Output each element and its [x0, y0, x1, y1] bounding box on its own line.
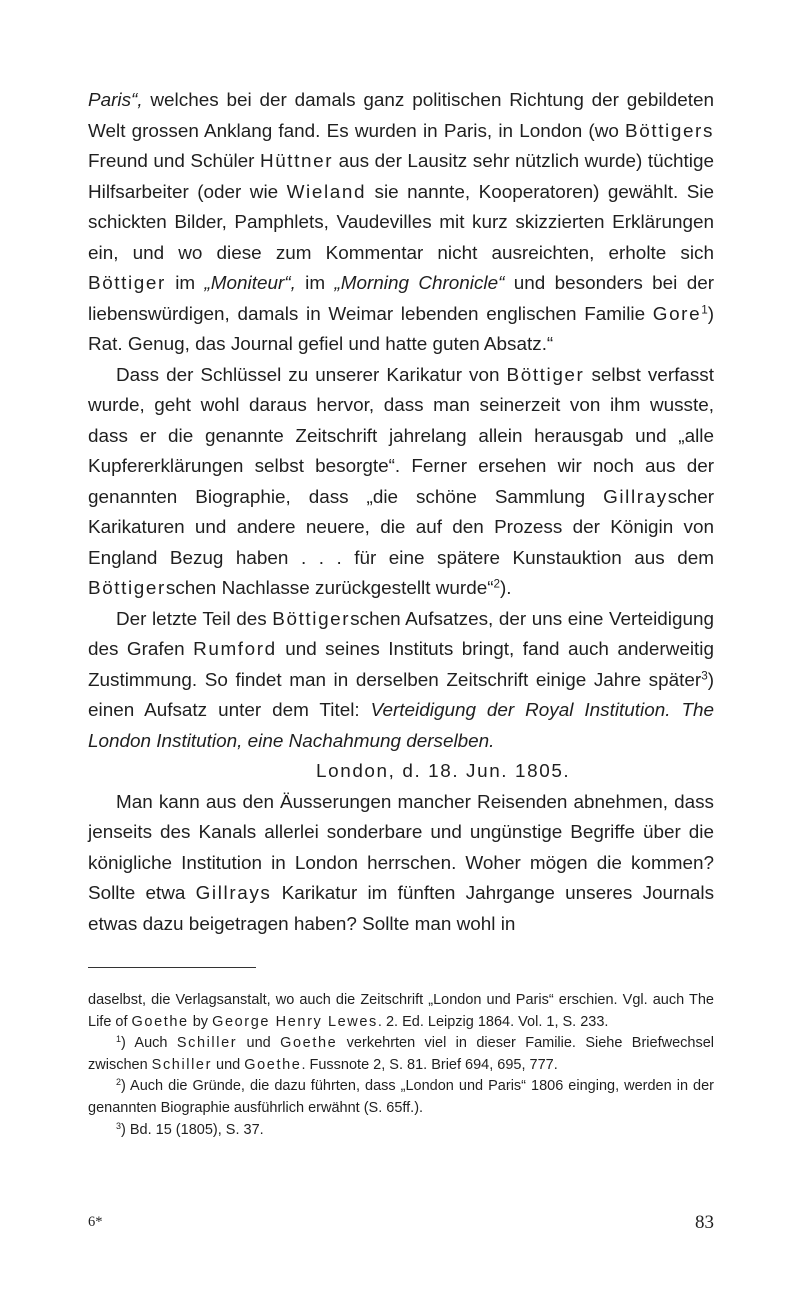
spaced-name: Wieland: [286, 181, 367, 203]
text: schen Nachlasse zurückgestellt wurde“: [165, 578, 494, 599]
text: Man kann aus den Äusserungen mancher Reisenden abnehmen, dass jenseits des Kanals allerlei sonderbare und ungünstige Begriffe über die königliche Institution in London herrschen. Woher mögen die kommen? Sollte etwa: [88, 791, 714, 904]
signature-mark: 6*: [88, 1214, 103, 1230]
text: und: [237, 1035, 281, 1052]
text: ) Bd. 15 (1805), S. 37.: [121, 1121, 264, 1138]
footnote-ref: 1: [701, 303, 708, 317]
page-number: 83: [695, 1212, 714, 1233]
footnote-mark: 3: [116, 1120, 121, 1131]
text: im: [165, 273, 205, 294]
text: Der letzte Teil des: [116, 608, 273, 630]
spaced-name: Böttigers: [625, 120, 714, 142]
footnote-1: [88, 1033, 714, 1076]
italic-title: Verteidigung der Royal Institution. The London Institution, eine Nachahmung derselben.: [88, 700, 714, 752]
paragraph-1: [88, 86, 714, 361]
italic-text: „Morning Chronicle“: [334, 273, 505, 294]
footnote-ref: 3: [701, 669, 708, 683]
footnote-3: [88, 1120, 714, 1142]
footnote-ref: 2: [493, 577, 501, 591]
text: Karikatur im fünften Jahrgange unseres Journals etwas dazu beigetragen haben? Sollte man wohl in: [88, 883, 715, 935]
text: schen Aufsatzes, der uns eine Verteidigung des Grafen: [88, 608, 714, 660]
text: ).: [500, 578, 512, 599]
spaced-name: Goethe: [280, 1035, 338, 1052]
spaced-name: Schiller: [176, 1035, 238, 1052]
spaced-name: Böttiger: [272, 608, 351, 630]
spaced-name: Hüttner: [259, 151, 334, 172]
text: sie nannte, Kooperatoren) gewählt. Sie schickten Bilder, Pamphlets, Vaudevilles mit kurz skizzierten Erklärungen ein, und wo diese zum Kommentar nicht ausreichten, erholte sich: [88, 181, 714, 264]
text: und seines Instituts bringt, fand auch anderweitig Zustimmung. So findet man in derselben Zeitschrift einige Jahre später: [88, 639, 714, 691]
text: . 2. Ed. Leipzig 1864. Vol. 1, S. 233.: [377, 1013, 609, 1030]
footnote-continuation: [88, 990, 714, 1033]
dateline: London, d. 18. Jun. 1805.: [316, 761, 571, 782]
text: daselbst, die Verlagsanstalt, wo auch die Zeitschrift „London und Paris“ erschien. Vgl. auch The Life of: [88, 992, 714, 1030]
spaced-name: Böttiger: [88, 578, 166, 599]
footnote-2: [88, 1076, 714, 1119]
text: ) Auch: [121, 1035, 177, 1052]
page-footer: [88, 1212, 714, 1236]
text: Dass der Schlüssel zu unserer Karikatur von: [116, 364, 507, 386]
spaced-name: Goethe: [131, 1013, 189, 1030]
text: welches bei der damals ganz politischen Richtung der gebildeten Welt grossen Anklang fand. Es wurden in Paris, in London (wo: [88, 90, 714, 142]
text: by: [188, 1013, 213, 1030]
text: scher Karikaturen und andere neuere, die auf den Prozess der Königin von England Bezug haben . . . für eine spätere Kunstauktion aus dem: [88, 486, 714, 569]
spaced-name: Goethe: [244, 1056, 302, 1073]
spaced-name: Gillrays: [195, 883, 272, 904]
text: und: [212, 1056, 245, 1073]
spaced-name: Schiller: [151, 1056, 213, 1073]
spaced-name: Böttiger: [88, 273, 166, 294]
text: verkehrten viel in dieser Familie. Siehe Briefwechsel zwischen: [88, 1035, 714, 1073]
spaced-name: Böttiger: [506, 364, 585, 386]
spaced-name: Gillray: [603, 486, 668, 508]
paragraph-3: [88, 605, 714, 758]
paragraph-2: [88, 361, 714, 605]
spaced-name: Gore: [652, 303, 702, 325]
text: und besonders bei der liebenswürdigen, damals in Weimar lebenden englischen Familie: [88, 273, 715, 325]
footnote-mark: 2: [116, 1077, 121, 1088]
text: ) Rat. Genug, das Journal gefiel und hatte guten Absatz.“: [88, 303, 714, 355]
text: aus der Lausitz sehr nützlich wurde) tüchtige Hilfsarbeiter (oder wie: [88, 151, 714, 203]
text: ) einen Aufsatz unter dem Titel:: [88, 669, 714, 721]
text: im: [295, 273, 335, 294]
footnotes: [88, 990, 714, 1141]
paragraph-4: [88, 788, 714, 941]
text: selbst verfasst wurde, geht wohl daraus hervor, dass man seinerzeit von ihm wusste, dass er die genannte Zeitschrift jahrelang allein herausgab und „alle Kupfererklärungen selbst besorgte“. Ferner ersehen wir noch aus der genannten Biographie, dass „die schöne Sammlung: [88, 364, 715, 508]
spaced-name: Rumford: [193, 639, 277, 660]
main-text: [88, 86, 714, 940]
italic-text: „Moniteur“,: [204, 273, 296, 294]
footnote-mark: 1: [116, 1034, 121, 1045]
italic-text: Paris“,: [88, 90, 143, 111]
text: . Fussnote 2, S. 81. Brief 694, 695, 777.: [301, 1056, 558, 1073]
text: ) Auch die Gründe, die dazu führten, dass „London und Paris“ 1806 einging, werden in der genannten Biographie ausführlich erwähnt (S. 65ff.).: [88, 1078, 714, 1116]
spaced-name: George Henry Lewes: [212, 1013, 378, 1030]
footnote-divider: [88, 967, 256, 968]
page-content: [88, 86, 714, 1141]
text: Freund und Schüler: [88, 151, 260, 172]
